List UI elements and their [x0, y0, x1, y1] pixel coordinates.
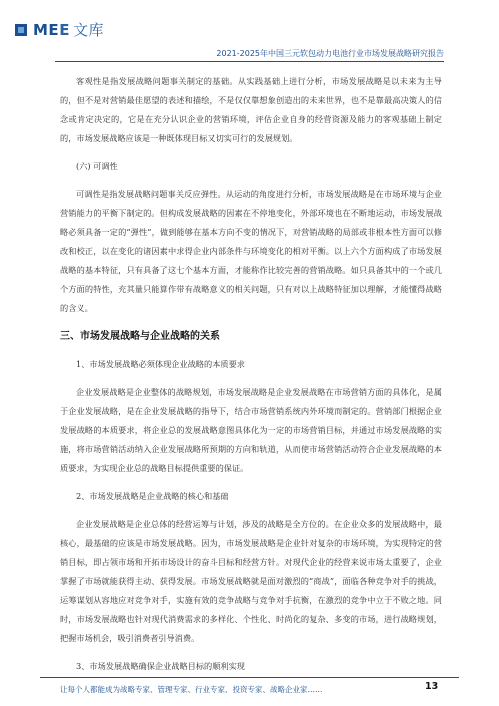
- subsection-heading: 1、市场发展战略必须体现企业战略的本质要求: [76, 359, 245, 369]
- document-body: [60, 72, 442, 676]
- subsection-heading: (六) 可调性: [76, 161, 118, 171]
- paragraph: 企业发展战略是企业整体的战略规划，市场发展战略是企业发展战略在市场营销方面的具体化，是属于企业发展战略，是在企业发展战略的指导下，结合市场营销系统内外环境而制定的。营销部门根据企业发展战略的本质要求，将企业总的发展战略意图具体化为一定的市场营销目标，并通过市场发展战略的实施，将市场营销活动纳入企业发展战略所预期的方向和轨道，从而使市场营销活动符合企业发展战略的本质要求，为实现企业总的战略目标提供重要的保证。: [60, 387, 442, 473]
- header-divider: [55, 61, 444, 62]
- subsection-heading: 2、市场发展战略是企业战略的核心和基础: [76, 491, 229, 501]
- footer-slogan: 让每个人都能成为战略专家、管理专家、行业专家、投资专家、战略企业家……: [60, 685, 323, 694]
- logo[interactable]: [15, 19, 104, 40]
- footer-divider: [40, 677, 459, 678]
- paragraph: 可调性是指发展战略问题事关反应弹性。从运动的角度进行分析，市场发展战略是在市场环境与企业营销能力的平衡下制定的。但构成发展战略的因素在不停地变化，外部环境也在不断地运动，市场发展战略必须具备一定的“弹性”，做到能够在基本方向不变的情况下，对营销战略的局部或非根本性方面可以修改和校正，以在变化的诸因素中求得企业内部条件与环境变化的相对平衡。以上六个方面构成了市场发展战略的基本特征，只有具备了这七个基本方面，才能称作比较完善的营销战略。如只具备其中的一个或几个方面的特性，充其量只能算作带有战略意义的相关问题，只有对以上战略特征加以理解，才能懂得战略的含义。: [60, 189, 442, 313]
- section-heading: 三、市场发展战略与企业战略的关系: [60, 331, 220, 342]
- logo-mark-icon: [15, 24, 27, 36]
- logo-wordmark: MEE 文库: [33, 21, 104, 39]
- header-report-title: 2021-2025年中国三元软包动力电池行业市场发展战略研究报告: [216, 49, 444, 58]
- page-header: [0, 0, 499, 62]
- page-number: 13: [425, 681, 439, 692]
- paragraph: 企业发展战略是企业总体的经营运筹与计划，涉及的战略是全方位的。在企业众多的发展战略中，最核心，最基础的应该是市场发展战略。因为，市场发展战略是企业针对复杂的市场环境，为实现特定的营销目标，即占领市场和开拓市场设计的奋斗目标和经营方针。对现代企业的经营来说市场太重要了，企业掌握了市场就能获得主动、获得发展。市场发展战略就是面对激烈的“商战”，面临各种竞争对手的挑战，运筹谋划从容地应对竞争对手，实施有效的竞争战略与竞争对手抗衡，在激烈的竞争中立于不败之地。同时，市场发展战略也针对现代消费需求的多样化、个性化、时尚化的复杂、多变的市场，进行战略规划，把握市场机会，吸引消费者引导消费。: [60, 519, 442, 643]
- paragraph: 客观性是指发展战略问题事关制定的基础。从实践基础上进行分析，市场发展战略是以未来为主导的，但不是对营销最佳愿望的表述和描绘，不是仅仅靠想象创造出的未来世界，也不是靠最高决策人的信念或肯定决定的，它是在充分认识企业的营销环境，评估企业自身的经营资源及能力的客观基础上制定的，市场发展战略应该是一种既体现目标又切实可行的发展规划。: [60, 76, 442, 143]
- subsection-heading: 3、市场发展战略确保企业战略目标的顺利实现: [76, 661, 245, 671]
